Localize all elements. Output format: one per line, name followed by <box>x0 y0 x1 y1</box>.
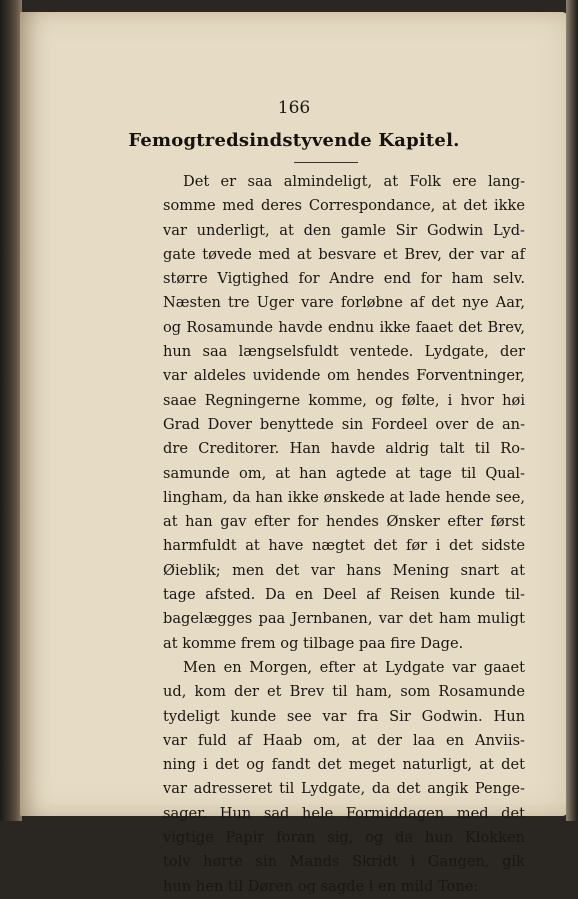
text-line: tage afsted. Da en Deel af Reisen kunde til- <box>163 586 525 604</box>
text-line: var fuld af Haab om, at der laa en Anviis- <box>163 731 525 749</box>
text-line: harmfuldt at have nægtet det før i det sidste <box>163 537 525 555</box>
page-number: 166 <box>277 98 311 118</box>
text-line: lingham, da han ikke ønskede at lade hende see, <box>163 488 525 506</box>
text-line: somme med deres Correspondance, at det ikke <box>163 197 525 215</box>
text-line: ning i det og fandt det meget naturligt, at det <box>163 756 525 774</box>
text-line: samunde om, at han agtede at tage til Qual- <box>163 464 525 482</box>
text-line: Øieblik; men det var hans Mening snart at <box>163 561 525 579</box>
page-edge <box>566 0 578 821</box>
text-line: at han gav efter for hendes Ønsker efter først <box>163 513 525 531</box>
text-line: ud, kom der et Brev til ham, som Rosamunde <box>163 683 525 701</box>
paragraph <box>163 656 525 899</box>
text-line: Men en Morgen, efter at Lydgate var gaaet <box>183 658 525 676</box>
text-line: Det er saa almindeligt, at Folk ere lang- <box>183 173 525 190</box>
text-line: og Rosamunde havde endnu ikke faaet det Brev, <box>163 318 525 336</box>
text-line: var underligt, at den gamle Sir Godwin Lyd- <box>163 221 525 239</box>
text-line: hun saa længselsfuldt ventede. Lydgate, der <box>163 343 525 361</box>
title-rule <box>294 162 358 163</box>
text-line: var aldeles uvidende om hendes Forventninger, <box>163 367 525 385</box>
text-line: Grad Dover benyttede sin Fordeel over de an- <box>163 415 525 433</box>
book-page <box>20 12 568 895</box>
text-line: var adresseret til Lydgate, da det angik Penge- <box>163 780 525 798</box>
text-line: vigtige Papir foran sig, og da hun Klokken <box>163 829 525 847</box>
chapter-title: Femogtredsindstyvende Kapitel. <box>128 130 460 151</box>
book-spine-shadow <box>0 0 22 821</box>
body-text <box>163 170 525 899</box>
text-line: større Vigtighed for Andre end for ham selv. <box>163 270 525 288</box>
text-line: saae Regningerne komme, og følte, i hvor høi <box>163 391 525 409</box>
paragraph <box>163 170 525 656</box>
text-line: hun hen til Døren og sagde i en mild Tone: <box>163 877 479 895</box>
text-line: dre Creditorer. Han havde aldrig talt til Ro- <box>163 440 525 458</box>
text-line: gate tøvede med at besvare et Brev, der var af <box>163 245 525 263</box>
text-line: sager. Hun sad hele Formiddagen med det <box>163 804 525 822</box>
text-line: at komme frem og tilbage paa fire Dage. <box>163 634 464 652</box>
text-line: tydeligt kunde see var fra Sir Godwin. Hun <box>163 707 525 725</box>
text-line: tolv hørte sin Mands Skridt i Gangen, gik <box>163 853 525 871</box>
text-line: Næsten tre Uger vare forløbne af det nye Aar, <box>163 294 525 312</box>
text-line: bagelægges paa Jernbanen, var det ham muligt <box>163 610 525 628</box>
